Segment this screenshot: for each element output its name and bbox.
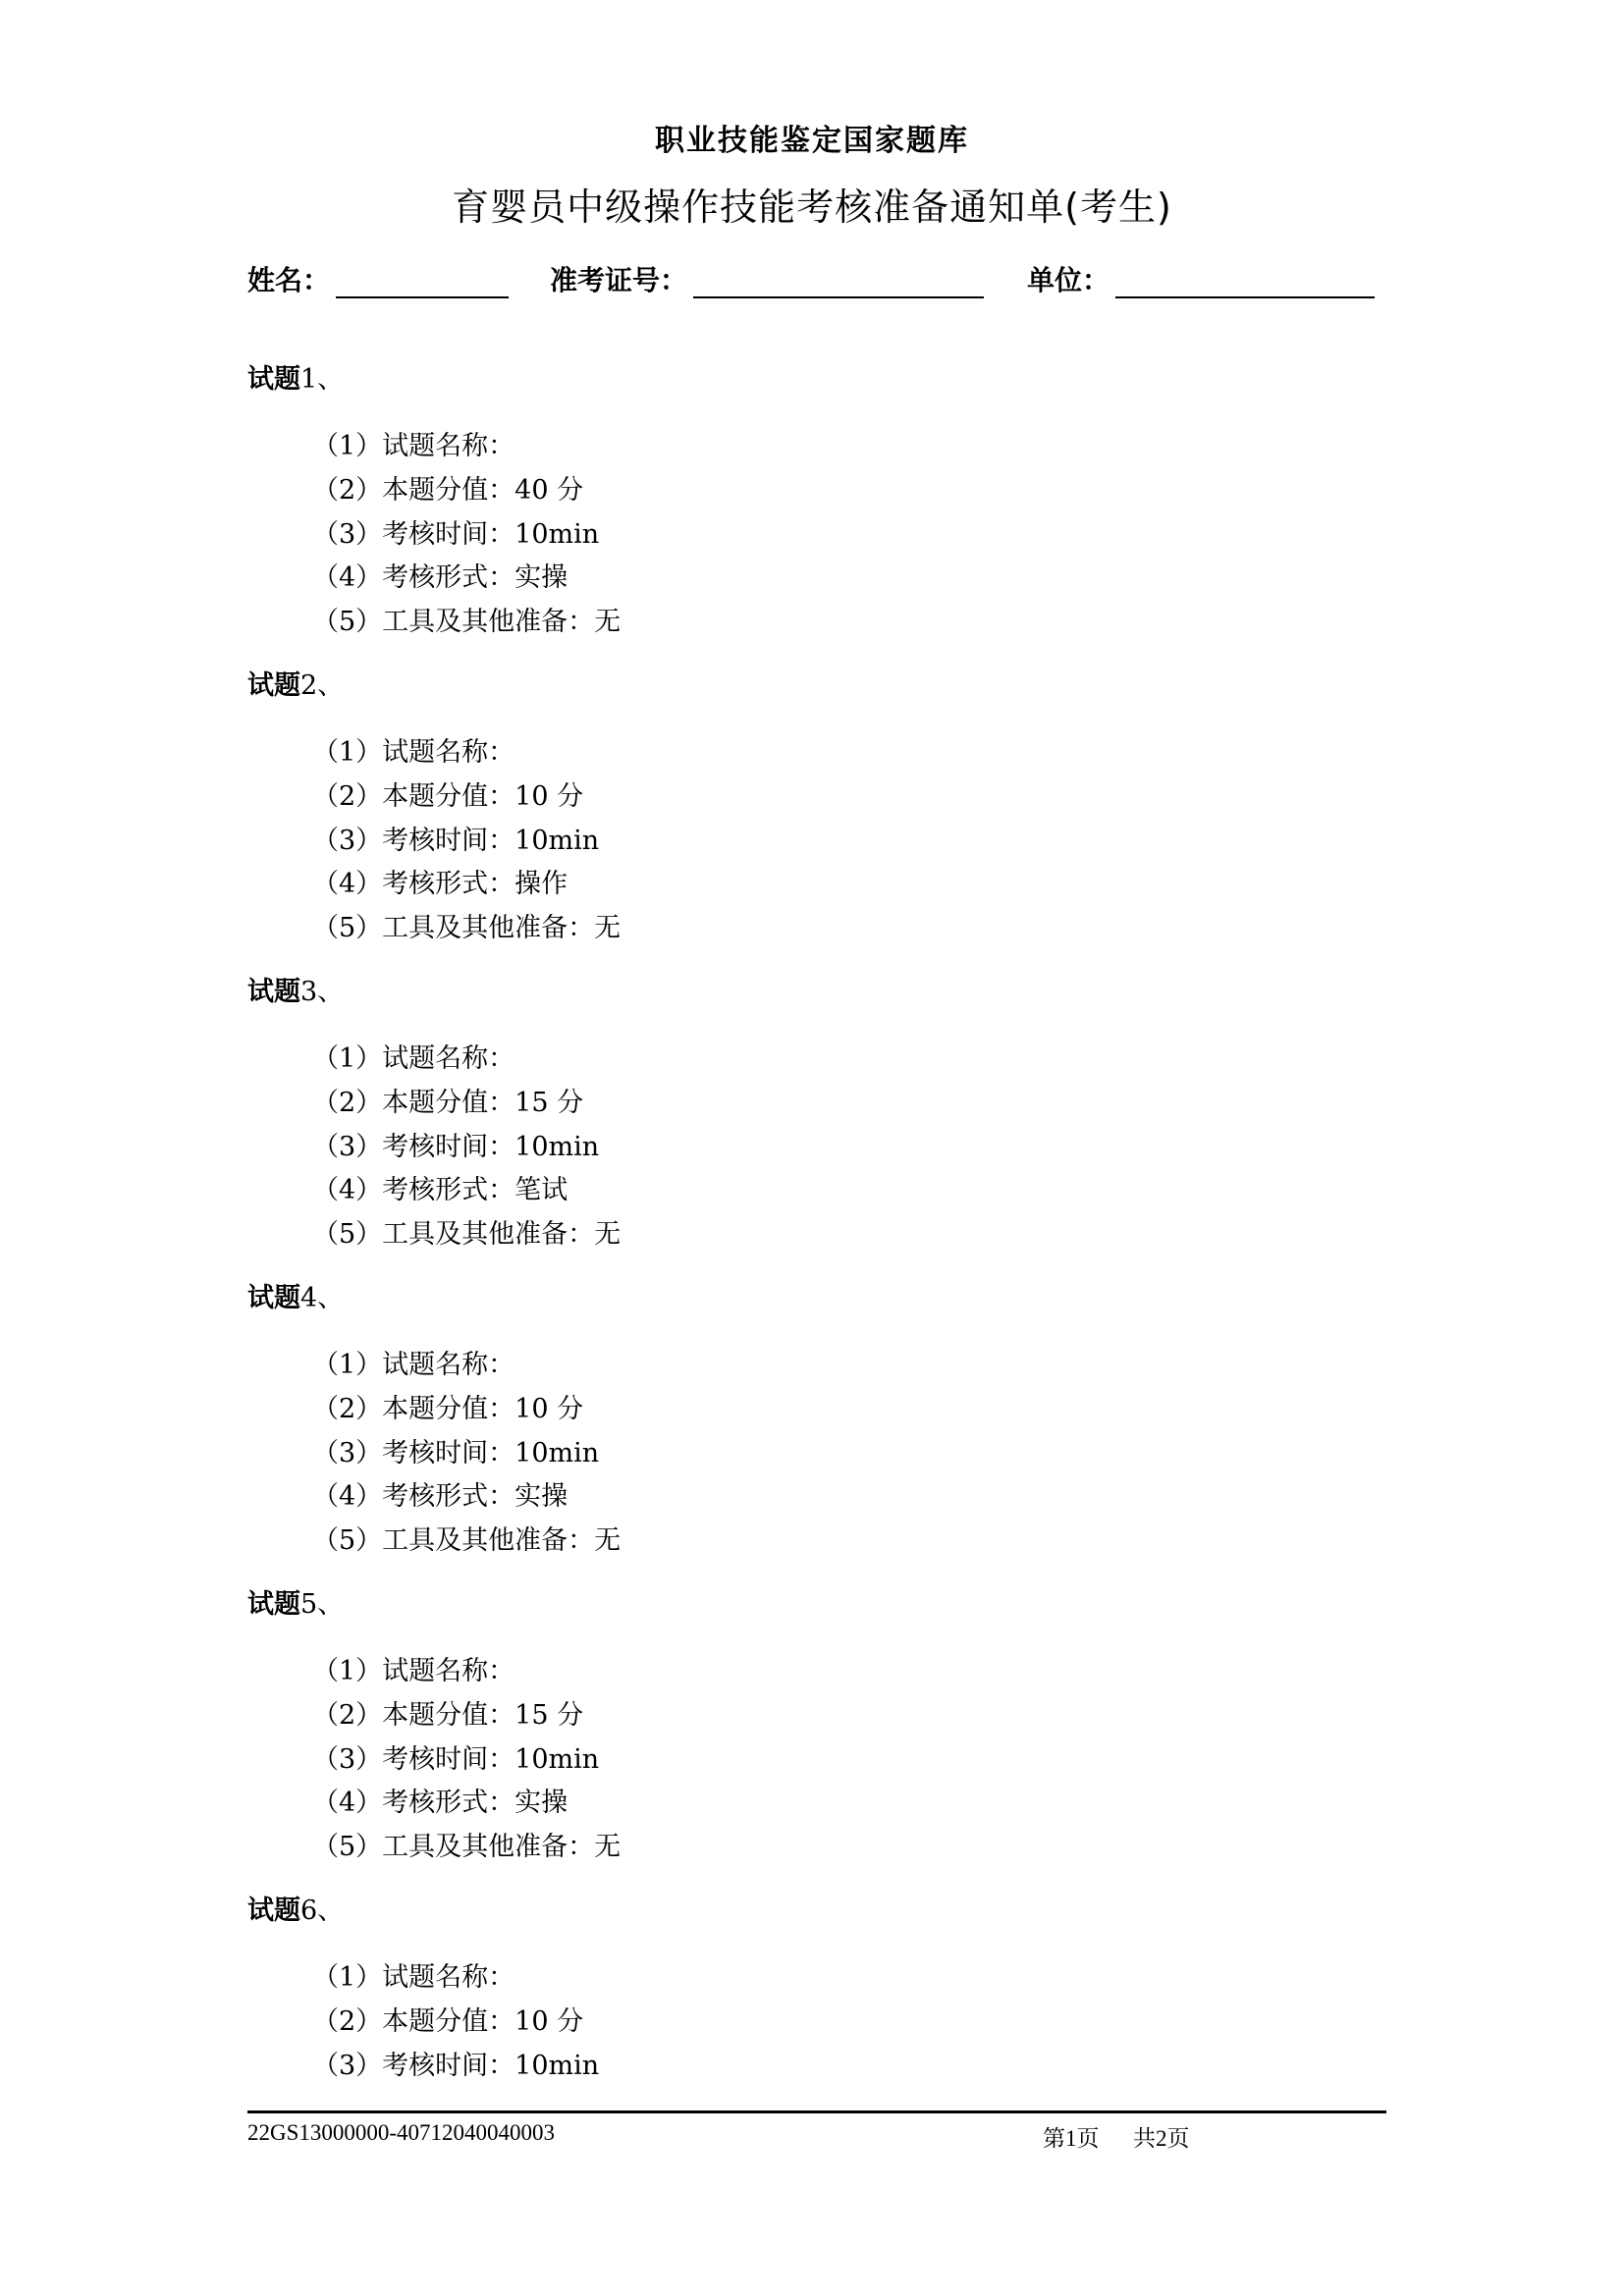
organization-header: 职业技能鉴定国家题库 — [655, 124, 969, 158]
question-item: （5）工具及其他准备：无 — [312, 1525, 622, 1556]
question-item: （2）本题分值：10 分 — [312, 2006, 584, 2037]
page-number — [1043, 2120, 1190, 2153]
question-item: （1）试题名称： — [312, 737, 515, 768]
question-number: 5、 — [300, 1589, 345, 1620]
question-item: （3）考核时间：10min — [312, 519, 600, 550]
document-code: 22GS13000000-40712040040003 — [247, 2120, 556, 2145]
name-blank-line — [336, 261, 509, 298]
question-item: （2）本题分值：10 分 — [312, 1394, 584, 1424]
total-pages: 共2页 — [1133, 2126, 1190, 2151]
current-page: 第1页 — [1043, 2126, 1100, 2151]
question-item: （4）考核形式：实操 — [312, 562, 568, 593]
name-label: 姓名： — [247, 264, 331, 296]
question-number: 4、 — [300, 1283, 345, 1313]
question-title-prefix: 试题 — [247, 670, 300, 701]
question-item: （3）考核时间：10min — [312, 1744, 600, 1775]
question-item: （1）试题名称： — [312, 1962, 515, 1993]
name-field — [247, 259, 509, 298]
question-title — [247, 357, 344, 396]
question-item: （5）工具及其他准备：无 — [312, 913, 622, 943]
question-item: （1）试题名称： — [312, 431, 515, 461]
question-title — [247, 1276, 344, 1314]
question-item: （2）本题分值：10 分 — [312, 781, 584, 812]
question-item: （4）考核形式：实操 — [312, 1481, 568, 1512]
question-item: （3）考核时间：10min — [312, 826, 600, 856]
question-title — [247, 1889, 344, 1927]
exam-id-blank-line — [693, 261, 984, 298]
question-item: （3）考核时间：10min — [312, 1132, 600, 1162]
footer-divider — [247, 2110, 1386, 2113]
question-title-prefix: 试题 — [247, 364, 300, 395]
question-item: （4）考核形式：实操 — [312, 1788, 568, 1818]
document-title: 育婴员中级操作技能考核准备通知单(考生) — [452, 186, 1172, 229]
question-item: （4）考核形式：笔试 — [312, 1175, 568, 1205]
question-item: （3）考核时间：10min — [312, 1438, 600, 1468]
question-item: （5）工具及其他准备：无 — [312, 607, 622, 637]
question-item: （5）工具及其他准备：无 — [312, 1832, 622, 1862]
exam-id-label: 准考证号： — [550, 264, 688, 296]
question-item: （1）试题名称： — [312, 1656, 515, 1686]
question-number: 6、 — [300, 1896, 345, 1926]
question-title-prefix: 试题 — [247, 977, 300, 1007]
question-item: （1）试题名称： — [312, 1350, 515, 1380]
question-item: （5）工具及其他准备：无 — [312, 1219, 622, 1250]
candidate-info-row — [247, 259, 1377, 302]
question-item: （2）本题分值：15 分 — [312, 1088, 584, 1118]
unit-label: 单位： — [1027, 264, 1110, 296]
question-item: （4）考核形式：操作 — [312, 869, 568, 899]
question-number: 2、 — [300, 670, 345, 701]
question-title — [247, 1582, 344, 1621]
exam-id-field — [550, 259, 984, 298]
question-item: （2）本题分值：40 分 — [312, 475, 584, 506]
question-title-prefix: 试题 — [247, 1283, 300, 1313]
question-number: 3、 — [300, 977, 345, 1007]
question-title — [247, 664, 344, 702]
question-number: 1、 — [300, 364, 345, 395]
question-title-prefix: 试题 — [247, 1896, 300, 1926]
question-title — [247, 970, 344, 1008]
unit-blank-line — [1115, 261, 1375, 298]
question-item: （2）本题分值：15 分 — [312, 1700, 584, 1731]
question-title-prefix: 试题 — [247, 1589, 300, 1620]
question-item: （1）试题名称： — [312, 1043, 515, 1074]
question-item: （3）考核时间：10min — [312, 2051, 600, 2081]
unit-field — [1027, 259, 1375, 298]
